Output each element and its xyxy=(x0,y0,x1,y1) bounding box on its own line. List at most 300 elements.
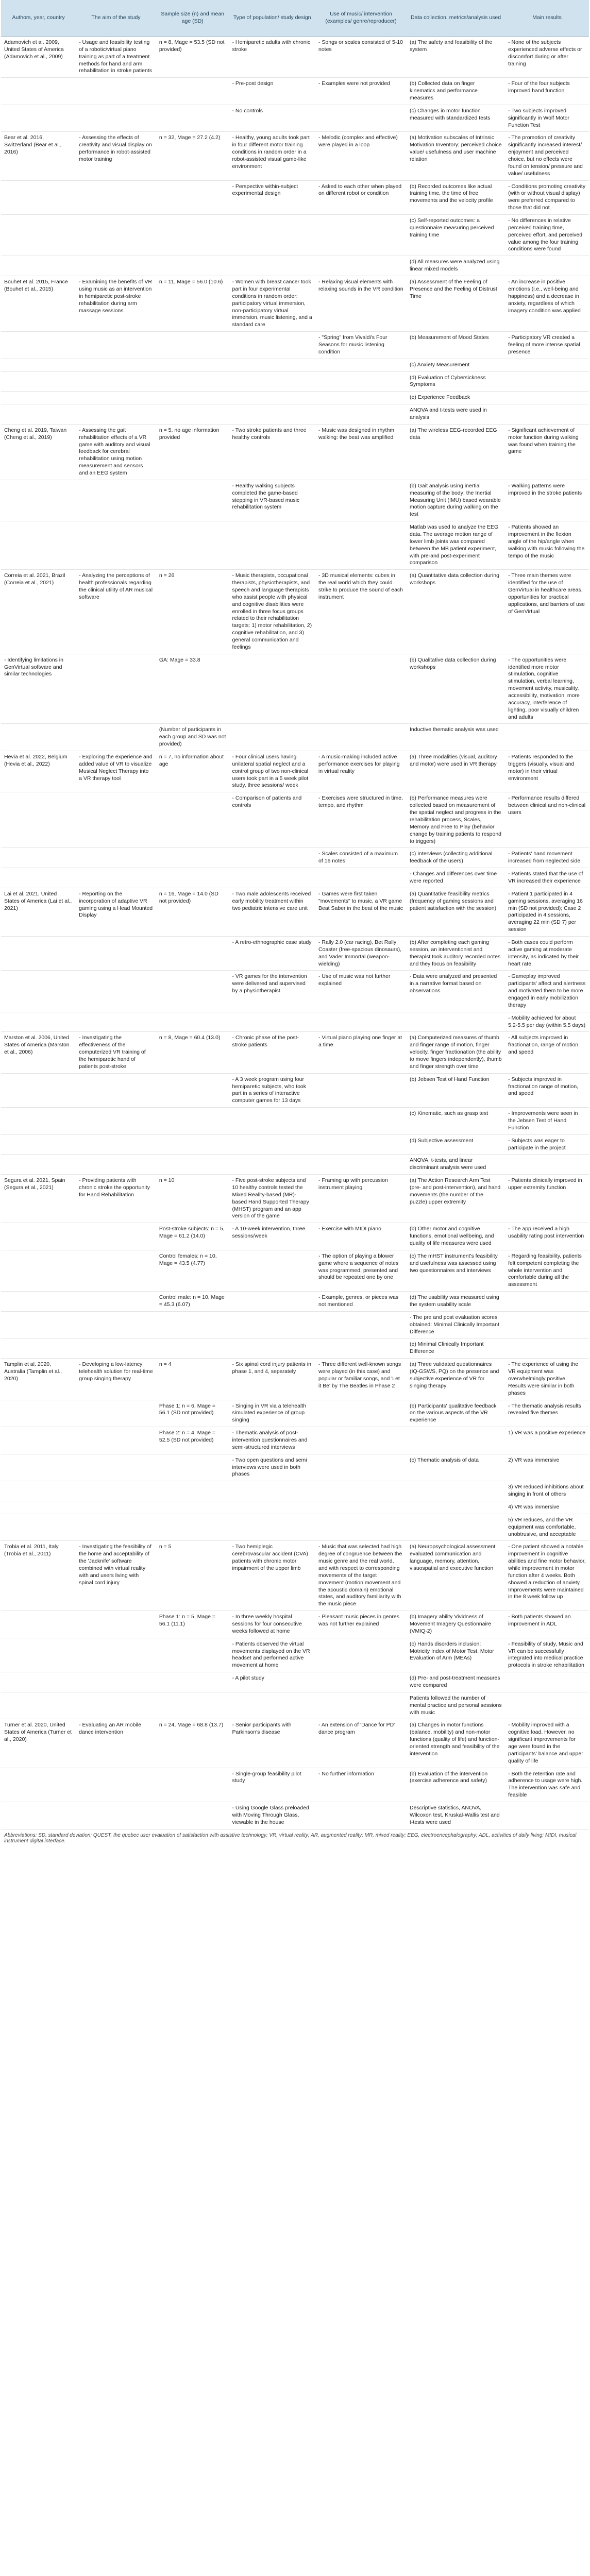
sample-cell: n = 8, Mage = 60.4 (13.0) xyxy=(156,1032,229,1073)
sample-cell: n = 26 xyxy=(156,570,229,654)
table-row xyxy=(1,392,589,404)
results-cell xyxy=(505,256,589,276)
sample-cell xyxy=(156,404,229,425)
table-row xyxy=(1,1768,589,1802)
sample-cell: n = 7, no information about age xyxy=(156,751,229,792)
results-cell: - Performance results differed between clinical and non-clinical users xyxy=(505,792,589,848)
aim-cell xyxy=(76,1250,156,1291)
table-row xyxy=(1,1638,589,1672)
population-cell: - A retro-ethnographic case study xyxy=(229,936,315,970)
aim-cell xyxy=(76,256,156,276)
music-cell xyxy=(315,724,407,751)
results-cell: - None of the subjects experienced adverse effects or discomfort during or after training xyxy=(505,37,589,78)
sample-cell xyxy=(156,1108,229,1135)
authors-cell xyxy=(1,256,76,276)
sample-cell xyxy=(156,1134,229,1155)
sample-cell: Control male: n = 10, Mage = 45.3 (6.07) xyxy=(156,1292,229,1312)
table-row xyxy=(1,480,589,521)
aim-cell: - Usage and feasibility testing of a robotic/virtual piano training as part of a treatment methods for hand and arm rehabilitation in stroke patients xyxy=(76,37,156,78)
aim-cell: - Analyzing the perceptions of health professionals regarding the clinical utility of AR musical software xyxy=(76,570,156,654)
aim-cell xyxy=(76,1454,156,1481)
music-cell xyxy=(315,359,407,371)
population-cell: - A 3 week program using four hemiparetic subjects, who took part in a series of interactive computer games for 13 days xyxy=(229,1073,315,1107)
sample-cell: n = 11, Mage = 56.0 (10.6) xyxy=(156,276,229,332)
results-cell xyxy=(505,392,589,404)
table-row xyxy=(1,1541,589,1611)
music-cell: - Virtual piano playing one finger at a time xyxy=(315,1032,407,1073)
data-collection-cell: (d) Evaluation of Cybersickness Symptoms xyxy=(407,371,505,392)
results-cell: 2) VR was immersive xyxy=(505,1454,589,1481)
table-row xyxy=(1,570,589,654)
music-cell: - Pleasant music pieces in genres was not further explained xyxy=(315,1611,407,1638)
aim-cell: - Reporting on the incorporation of adaptive VR gaming using a Head Mounted Display xyxy=(76,888,156,936)
sample-cell xyxy=(156,1514,229,1541)
population-cell: - Healthy, young adults took part in four different motor training conditions in random order in a robot-assisted visual game-like environment xyxy=(229,132,315,180)
data-collection-cell: (b) Jebsen Test of Hand Function xyxy=(407,1073,505,1107)
data-collection-cell: Matlab was used to analyze the EEG data. The average motion range of lower limb joints was compared between the MB patient experiment, with pre-and post-experiment comparison xyxy=(407,521,505,570)
table-row xyxy=(1,1250,589,1291)
population-cell: - Music therapists, occupational therapists, physiotherapists, and speech and language therapists who assist people with physical and cognitive disabilities were enrolled in three focus groups related to their rehabilitation targets: 1) motor rehabilitation, 2) cognitive rehabilitation, and 3) general communication and feelings xyxy=(229,570,315,654)
music-cell xyxy=(315,256,407,276)
table-row xyxy=(1,332,589,359)
data-collection-cell: (b) Participants' qualitative feedback on the various aspects of the VR experience xyxy=(407,1400,505,1427)
table-row xyxy=(1,868,589,888)
data-collection-cell: - The pre and post evaluation scores obtained: Minimal Clinically Important Difference xyxy=(407,1311,505,1338)
sample-cell xyxy=(156,1638,229,1672)
aim-cell: - Evaluating an AR mobile dance intervention xyxy=(76,1719,156,1768)
header-aim: The aim of the study xyxy=(76,0,156,37)
results-cell: 5) VR reduces, and the VR equipment was comfortable, unobtrusive, and acceptable xyxy=(505,1514,589,1541)
results-cell xyxy=(505,1292,589,1312)
table-row xyxy=(1,1073,589,1107)
results-cell xyxy=(505,1802,589,1829)
authors-cell: Bear et al. 2016, Switzerland (Bear et al., 2016) xyxy=(1,132,76,180)
music-cell xyxy=(315,868,407,888)
table-row xyxy=(1,1427,589,1454)
sample-cell xyxy=(156,215,229,256)
authors-cell: Marston et al. 2006, United States of America (Marston et al., 2006) xyxy=(1,1032,76,1073)
aim-cell xyxy=(76,180,156,214)
sample-cell xyxy=(156,78,229,105)
aim-cell xyxy=(76,1501,156,1514)
results-cell: - The experience of using the VR equipment was overwhelmingly positive. Results were similar in both phases xyxy=(505,1359,589,1400)
aim-cell xyxy=(76,1292,156,1312)
music-cell xyxy=(315,480,407,521)
aim-cell xyxy=(76,1802,156,1829)
population-cell xyxy=(229,1311,315,1338)
music-cell: - An extension of 'Dance for PD' dance program xyxy=(315,1719,407,1768)
aim-cell xyxy=(76,1514,156,1541)
aim-cell xyxy=(76,1481,156,1501)
sample-cell xyxy=(156,480,229,521)
authors-cell xyxy=(1,1501,76,1514)
authors-cell xyxy=(1,332,76,359)
results-cell xyxy=(505,1692,589,1719)
sample-cell: n = 32, Mage = 27.2 (4.2) xyxy=(156,132,229,180)
population-cell: - Using Google Glass preloaded with Moving Through Glass, viewable in the house xyxy=(229,1802,315,1829)
sample-cell: n = 24, Mage = 68.8 (13.7) xyxy=(156,1719,229,1768)
header-population: Type of population/ study design xyxy=(229,0,315,37)
data-collection-cell: (c) Thematic analysis of data xyxy=(407,1454,505,1481)
aim-cell: - Exploring the experience and added value of VR to visualize Musical Neglect Therapy into a VR therapy tool xyxy=(76,751,156,792)
table-footnote: Abbreviations: SD, standard deviation; QUEST, the quebec user evaluation of satisfaction with assistive technology; VR, virtual reality; AR, augmented reality; MR, mixed reality; EEG, electroencephalography; ADL, activities of daily living; MIDI, musical instrument digital interface. xyxy=(4,1832,577,1844)
data-collection-cell: (a) Quantitative data collection during workshops xyxy=(407,570,505,654)
aim-cell xyxy=(76,724,156,751)
table-row xyxy=(1,521,589,570)
data-collection-cell: (c) Changes in motor function measured with standardized tests xyxy=(407,105,505,132)
table-row xyxy=(1,371,589,392)
sample-cell xyxy=(156,256,229,276)
table-row xyxy=(1,1501,589,1514)
results-cell: - Patients clinically improved in upper extremity function xyxy=(505,1175,589,1223)
header-results: Main results xyxy=(505,0,589,37)
sample-cell: Phase 1: n = 6, Mage = 56.1 (SD not provided) xyxy=(156,1400,229,1427)
data-collection-cell xyxy=(407,1514,505,1541)
data-collection-cell: (d) All measures were analyzed using linear mixed models xyxy=(407,256,505,276)
data-collection-cell: (a) Changes in motor functions (balance, mobility) and non-motor functions (quality of life) and function-oriented strength and feasibility of the intervention xyxy=(407,1719,505,1768)
data-collection-cell: (c) Anxiety Measurement xyxy=(407,359,505,371)
sample-cell: Phase 1: n = 5, Mage = 56.1 (11.1) xyxy=(156,1611,229,1638)
aim-cell xyxy=(76,1768,156,1802)
authors-cell: Cheng et al. 2019, Taiwan (Cheng et al., 2019) xyxy=(1,424,76,480)
header-music: Use of music/ intervention (examples/ genre/reproducer) xyxy=(315,0,407,37)
population-cell: - Hemiparetic adults with chronic stroke xyxy=(229,37,315,78)
music-cell xyxy=(315,1108,407,1135)
authors-cell: Turner et al. 2020, United States of America (Turner et al., 2020) xyxy=(1,1719,76,1768)
header-sample: Sample size (n) and mean age (SD) xyxy=(156,0,229,37)
population-cell xyxy=(229,1108,315,1135)
sample-cell: (Number of participants in each group and SD was not provided) xyxy=(156,724,229,751)
results-cell: - No differences in relative perceived training time, perceived effort, and perceived value among the four training conditions were found xyxy=(505,215,589,256)
results-cell: - All subjects improved in fractionation, range of motion and speed xyxy=(505,1032,589,1073)
music-cell: - Melodic (complex and effective) were played in a loop xyxy=(315,132,407,180)
sample-cell xyxy=(156,936,229,970)
authors-cell: Correia et al. 2021, Brazil (Correia et al., 2021) xyxy=(1,570,76,654)
aim-cell: - Examining the benefits of VR using music as an intervention in hemiparetic post-stroke rehabilitation during arm massage sessions xyxy=(76,276,156,332)
authors-cell xyxy=(1,1250,76,1291)
aim-cell xyxy=(76,480,156,521)
authors-cell xyxy=(1,1223,76,1250)
data-collection-cell: (a) Computerized measures of thumb and finger range of motion, finger velocity, finger fractionation (the ability to move fingers independently), thumb and finger strength over time xyxy=(407,1032,505,1073)
data-collection-cell: (c) The mHST instrument's feasibility and usefulness was assessed using two questionnaires and interviews xyxy=(407,1250,505,1291)
music-cell xyxy=(315,215,407,256)
data-collection-cell: (c) Interviews (collecting additional feedback of the users) xyxy=(407,848,505,868)
population-cell xyxy=(229,1012,315,1032)
authors-cell xyxy=(1,1155,76,1175)
results-cell: - Both the retention rate and adherence to usage were high. The intervention was safe and feasible xyxy=(505,1768,589,1802)
authors-cell xyxy=(1,1638,76,1672)
results-cell: - Mobility achieved for about 5.2-5.5 per day (within 5.5 days) xyxy=(505,1012,589,1032)
sample-cell xyxy=(156,392,229,404)
data-collection-cell xyxy=(407,1427,505,1454)
table-row xyxy=(1,1134,589,1155)
population-cell xyxy=(229,1514,315,1541)
table-row xyxy=(1,1292,589,1312)
aim-cell: - Investigating the effectiveness of the computerized VR training of the hemiparetic hand of patients post-stroke xyxy=(76,1032,156,1073)
music-cell xyxy=(315,1802,407,1829)
table-row xyxy=(1,1032,589,1073)
table-row xyxy=(1,1012,589,1032)
sample-cell: Control females: n = 10, Mage = 43.5 (4.77) xyxy=(156,1250,229,1291)
data-collection-cell xyxy=(407,1501,505,1514)
table-header xyxy=(1,0,589,37)
data-collection-cell: - Changes and differences over time were reported xyxy=(407,868,505,888)
music-cell: - Games were first taken "movements" to music, a VR game Beat Saber in the beat of the music xyxy=(315,888,407,936)
population-cell: - Comparison of patients and controls xyxy=(229,792,315,848)
results-cell: - Improvements were seen in the Jebsen Test of Hand Function xyxy=(505,1108,589,1135)
music-cell: - Scales consisted of a maximum of 16 notes xyxy=(315,848,407,868)
authors-cell xyxy=(1,1012,76,1032)
data-collection-cell: (a) Motivation subscales of Intrinsic Motivation Inventory; perceived choice value/ usefulness and user machine relation xyxy=(407,132,505,180)
review-table xyxy=(1,0,589,1829)
results-cell: - Both patients showed an improvement in ADL xyxy=(505,1611,589,1638)
sample-cell: GA: Mage = 33.8 xyxy=(156,654,229,724)
data-collection-cell: (b) After completing each gaming session, an interventionist and therapist took auditory recorded notes and they focus on feasibility xyxy=(407,936,505,970)
results-cell: - Participatory VR created a feeling of more intense spatial presence xyxy=(505,332,589,359)
sample-cell xyxy=(156,1311,229,1338)
table-row xyxy=(1,1175,589,1223)
authors-cell xyxy=(1,792,76,848)
authors-cell xyxy=(1,1292,76,1312)
table-row xyxy=(1,1359,589,1400)
data-collection-cell: (a) Three modalities (visual, auditory and motor) were used in VR therapy xyxy=(407,751,505,792)
music-cell xyxy=(315,1155,407,1175)
header-authors: Authors, year, country xyxy=(1,0,76,37)
data-collection-cell: ANOVA, t-tests, and linear discriminant analysis were used xyxy=(407,1155,505,1175)
data-collection-cell xyxy=(407,1012,505,1032)
sample-cell xyxy=(156,105,229,132)
music-cell: - Rally 2.0 (car racing), Bet Rally Coaster (free-spacious dinosaurs), and Vader Immortal (weapon-wielding) xyxy=(315,936,407,970)
data-collection-cell: (a) Assessment of the Feeling of Presence and the Feeling of Distrust Time xyxy=(407,276,505,332)
results-cell: - An increase in positive emotions (i.e., well-being and happiness) and a decrease in anxiety, regardless of which imagery condition was applied xyxy=(505,276,589,332)
music-cell: - Framing up with percussion instrument playing xyxy=(315,1175,407,1223)
sample-cell xyxy=(156,332,229,359)
aim-cell xyxy=(76,332,156,359)
authors-cell xyxy=(1,1427,76,1454)
music-cell: - Music was designed in rhythm walking: the beat was amplified xyxy=(315,424,407,480)
results-cell: - Regarding feasibility, patients felt competent completing the whole intervention and comfortable during all the assessment xyxy=(505,1250,589,1291)
authors-cell xyxy=(1,971,76,1012)
authors-cell xyxy=(1,1611,76,1638)
population-cell: - Singing in VR via a telehealth simulated experience of group singing xyxy=(229,1400,315,1427)
results-cell: - Three main themes were identified for the use of GenVirtual in healthcare areas, opportunities for practical applications, and barriers of use of GenVirtual xyxy=(505,570,589,654)
aim-cell: - Developing a low-latency telehealth solution for real-time group singing therapy xyxy=(76,1359,156,1400)
results-cell: - Subjects was eager to participate in the project xyxy=(505,1134,589,1155)
population-cell: - Four clinical users having unilateral spatial neglect and a control group of two non-clinical users took part in a 5 week pilot study, three sessions/ week xyxy=(229,751,315,792)
results-cell: - The app received a high usability rating post intervention xyxy=(505,1223,589,1250)
authors-cell xyxy=(1,371,76,392)
data-collection-cell: (b) Imagery ability Vividness of Movement Imagery Questionnaire (VMIQ-2) xyxy=(407,1611,505,1638)
sample-cell xyxy=(156,1672,229,1692)
sample-cell: Post-stroke subjects: n = 5, Mage = 61.2 (14.0) xyxy=(156,1223,229,1250)
aim-cell xyxy=(76,1692,156,1719)
sample-cell xyxy=(156,1454,229,1481)
sample-cell: n = 5 xyxy=(156,1541,229,1611)
sample-cell: Phase 2: n = 4, Mage = 52.5 (SD not provided) xyxy=(156,1427,229,1454)
data-collection-cell xyxy=(407,1481,505,1501)
sample-cell xyxy=(156,1012,229,1032)
authors-cell xyxy=(1,868,76,888)
results-cell: - Patients' hand movement increased from neglected side xyxy=(505,848,589,868)
data-collection-cell: (a) Three validated questionnaires (IQ-GSWS, PQ) on the presence and subjective experience of VR for singing therapy xyxy=(407,1359,505,1400)
data-collection-cell: (a) The Action Research Arm Test (pre- and post-intervention), and hand movements (the number of the puzzle) upper extremity xyxy=(407,1175,505,1223)
music-cell: - No further information xyxy=(315,1768,407,1802)
authors-cell xyxy=(1,1108,76,1135)
results-cell: - Significant achievement of motor function during walking was found when training the game xyxy=(505,424,589,480)
aim-cell xyxy=(76,848,156,868)
authors-cell xyxy=(1,1768,76,1802)
results-cell: - Two subjects improved significantly in Wolf Motor Function Test xyxy=(505,105,589,132)
table-row xyxy=(1,1672,589,1692)
table-row xyxy=(1,1311,589,1338)
music-cell: - Relaxing visual elements with relaxing sounds in the VR condition xyxy=(315,276,407,332)
population-cell: - Senior participants with Parkinson's disease xyxy=(229,1719,315,1768)
music-cell: - Music that was selected had high degree of congruence between the music genre and the real world, and with respect to corresponding movements of the target movement (motion movement and the acoustic domain) emotional states, and auditory familiarity with the music piece xyxy=(315,1541,407,1611)
sample-cell xyxy=(156,371,229,392)
music-cell: - Three different well-known songs were played (in this case) and popular or familiar songs, and 'Let it Be' by The Beatles in Phase 2 xyxy=(315,1359,407,1400)
aim-cell xyxy=(76,1108,156,1135)
results-cell xyxy=(505,359,589,371)
results-cell: - Gameplay improved participants' affect and alertness and motivated them to be more engaged in early mobilization therapy xyxy=(505,971,589,1012)
aim-cell: - Assessing the effects of creativity and visual display on performance in robot-assisted motor training xyxy=(76,132,156,180)
population-cell xyxy=(229,521,315,570)
population-cell xyxy=(229,868,315,888)
population-cell xyxy=(229,1481,315,1501)
authors-cell xyxy=(1,521,76,570)
sample-cell xyxy=(156,1692,229,1719)
population-cell xyxy=(229,215,315,256)
authors-cell: Hevia et al. 2022, Belgium (Hevia et al., 2022) xyxy=(1,751,76,792)
aim-cell xyxy=(76,1155,156,1175)
data-collection-cell: - Data were analyzed and presented in a narrative format based on observations xyxy=(407,971,505,1012)
aim-cell xyxy=(76,521,156,570)
music-cell: - 3D musical elements: cubes in the real world which they could strike to produce the sound of each instrument xyxy=(315,570,407,654)
sample-cell xyxy=(156,1501,229,1514)
results-cell xyxy=(505,404,589,425)
data-collection-cell: (b) Performance measures were collected based on measurement of the spatial neglect and progress in the rehabilitation process, Scales, Memory and Free to Play (behavior change by training patients to respond to triggers) xyxy=(407,792,505,848)
results-cell: - Mobility improved with a cognitive load. However, no significant improvements for age were found in the participants' balance and upper quality of life xyxy=(505,1719,589,1768)
population-cell: - Single-group feasibility pilot study xyxy=(229,1768,315,1802)
sample-cell: n = 16, Mage = 14.0 (SD not provided) xyxy=(156,888,229,936)
population-cell: - Pre-post design xyxy=(229,78,315,105)
music-cell xyxy=(315,1400,407,1427)
sample-cell xyxy=(156,521,229,570)
results-cell xyxy=(505,1155,589,1175)
music-cell xyxy=(315,1073,407,1107)
authors-cell xyxy=(1,1073,76,1107)
population-cell: - Two stroke patients and three healthy controls xyxy=(229,424,315,480)
table-row xyxy=(1,1108,589,1135)
table-row xyxy=(1,724,589,751)
data-collection-cell: (a) Neuropsychological assessment evaluated communication and language, memory, attention, visuospatial and executive function xyxy=(407,1541,505,1611)
header-data-collection: Data collection, metrics/analysis used xyxy=(407,0,505,37)
sample-cell: n = 5, no age information provided xyxy=(156,424,229,480)
table-row xyxy=(1,1338,589,1359)
data-collection-cell: (d) Subjective assessment xyxy=(407,1134,505,1155)
population-cell: - Six spinal cord injury patients in phase 1, and 4, separately xyxy=(229,1359,315,1400)
population-cell: - Healthy walking subjects completed the game-based stepping in VR-based music rehabilitation system xyxy=(229,480,315,521)
music-cell xyxy=(315,1338,407,1359)
authors-cell: Lai et al. 2021, United States of America (Lai et al., 2021) xyxy=(1,888,76,936)
table-row xyxy=(1,132,589,180)
sample-cell xyxy=(156,359,229,371)
authors-cell xyxy=(1,359,76,371)
authors-cell xyxy=(1,215,76,256)
population-cell xyxy=(229,1292,315,1312)
music-cell xyxy=(315,105,407,132)
population-cell: - Two male adolescents received early mobility treatment within two pediatric intensive care unit xyxy=(229,888,315,936)
authors-cell xyxy=(1,1672,76,1692)
authors-cell xyxy=(1,105,76,132)
authors-cell: Bouhet et al. 2015, France (Bouhet et al., 2015) xyxy=(1,276,76,332)
results-cell: 1) VR was a positive experience xyxy=(505,1427,589,1454)
population-cell: - A 10-week intervention, three sessions/week xyxy=(229,1223,315,1250)
music-cell: - Examples were not provided xyxy=(315,78,407,105)
authors-cell: Trobia et al. 2011, Italy (Trobia et al., 2011) xyxy=(1,1541,76,1611)
aim-cell: - Providing patients with chronic stroke the opportunity for Hand Rehabilitation xyxy=(76,1175,156,1223)
population-cell xyxy=(229,332,315,359)
music-cell xyxy=(315,1638,407,1672)
music-cell xyxy=(315,371,407,392)
aim-cell xyxy=(76,936,156,970)
sample-cell: n = 4 xyxy=(156,1359,229,1400)
table-row xyxy=(1,751,589,792)
results-cell: 3) VR reduced inhibitions about singing in front of others xyxy=(505,1481,589,1501)
table-row xyxy=(1,1481,589,1501)
authors-cell xyxy=(1,404,76,425)
table-row xyxy=(1,78,589,105)
music-cell xyxy=(315,404,407,425)
aim-cell xyxy=(76,105,156,132)
population-cell xyxy=(229,848,315,868)
population-cell: - No controls xyxy=(229,105,315,132)
authors-cell xyxy=(1,78,76,105)
results-cell: - Conditions promoting creativity (with or without visual display) were preferred compared to those that did not xyxy=(505,180,589,214)
population-cell xyxy=(229,1501,315,1514)
aim-cell xyxy=(76,1672,156,1692)
authors-cell xyxy=(1,724,76,751)
sample-cell xyxy=(156,1155,229,1175)
table-body xyxy=(1,37,589,1829)
results-cell xyxy=(505,371,589,392)
music-cell xyxy=(315,392,407,404)
music-cell xyxy=(315,1012,407,1032)
authors-cell xyxy=(1,1692,76,1719)
data-collection-cell: Inductive thematic analysis was used xyxy=(407,724,505,751)
population-cell: - VR games for the intervention were delivered and supervised by a physiotherapist xyxy=(229,971,315,1012)
authors-cell: Segura et al. 2021, Spain (Segura et al., 2021) xyxy=(1,1175,76,1223)
table-row xyxy=(1,1454,589,1481)
data-collection-cell: (b) Gait analysis using inertial measuring of the body; the Inertial Measuring Unit (IMU) based wearable motion capture during walking on the test xyxy=(407,480,505,521)
aim-cell xyxy=(76,1427,156,1454)
authors-cell xyxy=(1,480,76,521)
data-collection-cell: (b) Qualitative data collection during workshops xyxy=(407,654,505,724)
population-cell: - A pilot study xyxy=(229,1672,315,1692)
aim-cell xyxy=(76,1134,156,1155)
population-cell: - In three weekly hospital sessions for four consecutive weeks followed at home xyxy=(229,1611,315,1638)
population-cell: - Perspective within-subject experimental design xyxy=(229,180,315,214)
aim-cell xyxy=(76,1311,156,1338)
aim-cell xyxy=(76,1638,156,1672)
music-cell: - Exercises were structured in time, tempo, and rhythm xyxy=(315,792,407,848)
music-cell: - Songs or scales consisted of 5-10 notes xyxy=(315,37,407,78)
music-cell xyxy=(315,521,407,570)
table-row xyxy=(1,215,589,256)
population-cell xyxy=(229,1250,315,1291)
data-collection-cell: ANOVA and t-tests were used in analysis xyxy=(407,404,505,425)
table-row xyxy=(1,1611,589,1638)
music-cell: - The option of playing a blower game where a sequence of notes was programmed, presented and should be repeated one by one xyxy=(315,1250,407,1291)
